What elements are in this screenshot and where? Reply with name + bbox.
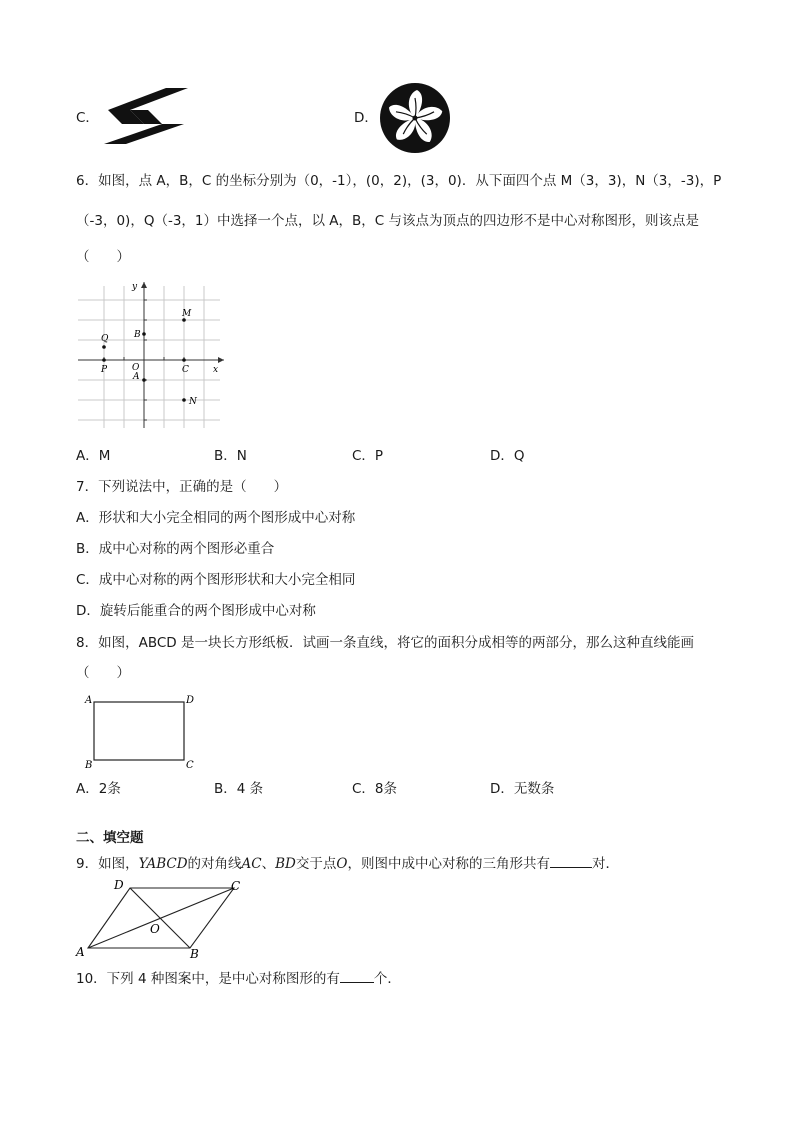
- q6-point-q: [102, 345, 106, 349]
- q6-point-n: [182, 398, 186, 402]
- q6-point-b-label: B: [134, 330, 141, 340]
- q9-point-o: O: [336, 856, 348, 872]
- q5-option-c-label: C．: [76, 110, 99, 126]
- q9-text-before: 9．如图，: [76, 856, 139, 872]
- q8-option-a[interactable]: A．2条: [76, 781, 121, 797]
- q6-point-a-label: A: [133, 372, 140, 382]
- s-shape-bottom-bar: [104, 124, 184, 144]
- q9-vertex-b: B: [190, 947, 199, 960]
- q9-center-o: O: [150, 922, 160, 936]
- q9-text-mid1: 的对角线: [187, 856, 242, 872]
- q7-option-b[interactable]: B．成中心对称的两个图形必重合: [76, 541, 275, 557]
- q9-vertex-d: D: [114, 878, 124, 892]
- q9-text-after: ，则图中成中心对称的三角形共有: [347, 856, 550, 872]
- q6-option-b[interactable]: B．N: [214, 448, 247, 464]
- q6-point-a: [142, 378, 146, 382]
- q9-vertex-c: C: [231, 879, 241, 893]
- q6-answer-paren: （ ）: [76, 249, 130, 265]
- q8-rectangle-figure: [80, 690, 202, 772]
- q9-vertex-a: A: [76, 945, 85, 959]
- q8-option-c[interactable]: C．8条: [352, 781, 398, 797]
- q8-answer-paren: （ ）: [76, 665, 130, 681]
- q9-parallelogram-figure: [74, 876, 254, 960]
- q8-option-b[interactable]: B．4 条: [214, 781, 264, 797]
- q9-answer-blank[interactable]: [550, 853, 592, 868]
- q8-vertex-c: C: [186, 760, 194, 771]
- q6-point-c: [182, 358, 186, 362]
- q9-parallelogram-symbol: YABCD: [138, 856, 188, 872]
- q6-x-axis-arrow-icon: [218, 357, 224, 363]
- q8-vertex-b: B: [85, 760, 93, 771]
- s-shape-top-bar: [108, 88, 188, 110]
- q6-point-b: [142, 332, 146, 336]
- q9-diagonal-bd: BD: [275, 856, 296, 872]
- q8-vertex-a: A: [85, 695, 93, 706]
- q10-stem: [76, 968, 401, 988]
- q6-stem-line1: 6．如图，点 A，B，C 的坐标分别为（0，-1），(0，2)，(3，0)．从下面四个点 M（3，3)，N（3，-3)，P: [76, 173, 722, 189]
- section-title-fill-in: 二、填空题: [76, 830, 144, 846]
- q9-text-end: 对．: [591, 856, 619, 872]
- q10-answer-blank[interactable]: [340, 968, 374, 983]
- q5-option-d-label: D．: [354, 110, 378, 126]
- q10-text-before: 10．下列 4 种图案中，是中心对称图形的有: [76, 971, 340, 987]
- q7-option-a[interactable]: A．形状和大小完全相同的两个图形成中心对称: [76, 510, 356, 526]
- q8-stem-line1: 8．如图，ABCD 是一块长方形纸板．试画一条直线，将它的面积分成相等的两部分，那么这种直线能画: [76, 635, 694, 651]
- q7-option-c[interactable]: C．成中心对称的两个图形形状和大小完全相同: [76, 572, 356, 588]
- q9-stem: [76, 853, 619, 873]
- q7-option-d[interactable]: D．旋转后能重合的两个图形成中心对称: [76, 603, 316, 619]
- q6-point-m-label: M: [182, 309, 192, 319]
- q6-option-c[interactable]: C．P: [352, 448, 384, 464]
- q6-point-n-label: N: [189, 397, 197, 407]
- q6-coordinate-figure: [74, 280, 230, 430]
- q6-point-c-label: C: [182, 365, 189, 375]
- q9-diagonal-ac: AC: [241, 856, 262, 872]
- q5-option-c-figure: [100, 86, 192, 148]
- q6-origin-label: O: [132, 363, 140, 373]
- q6-option-d[interactable]: D．Q: [490, 448, 525, 464]
- q8-rectangle-abcd: [94, 702, 184, 760]
- q9-text-mid2: 交于点: [295, 856, 337, 872]
- q6-y-axis-arrow-icon: [141, 282, 147, 288]
- q9-diagonal-bd-line: [130, 888, 190, 948]
- q8-option-d[interactable]: D．无数条: [490, 781, 555, 797]
- q6-grid: [78, 286, 220, 428]
- q6-point-p-label: P: [101, 365, 108, 375]
- q6-point-q-label: Q: [101, 334, 109, 344]
- q6-x-label: x: [213, 365, 219, 375]
- q10-text-end: 个．: [373, 971, 401, 987]
- q6-stem-line2: （-3，0)，Q（-3，1）中选择一个点，以 A，B，C 与该点为顶点的四边形不是中心对称图形，则该点是: [76, 213, 699, 229]
- q9-separator: 、: [261, 856, 276, 872]
- q6-y-label: y: [132, 282, 138, 292]
- q6-point-p: [102, 358, 106, 362]
- q7-stem: 7．下列说法中，正确的是（ ）: [76, 479, 288, 495]
- q8-vertex-d: D: [186, 695, 195, 706]
- q5-option-d-figure: [378, 80, 452, 156]
- q6-option-a[interactable]: A．M: [76, 448, 111, 464]
